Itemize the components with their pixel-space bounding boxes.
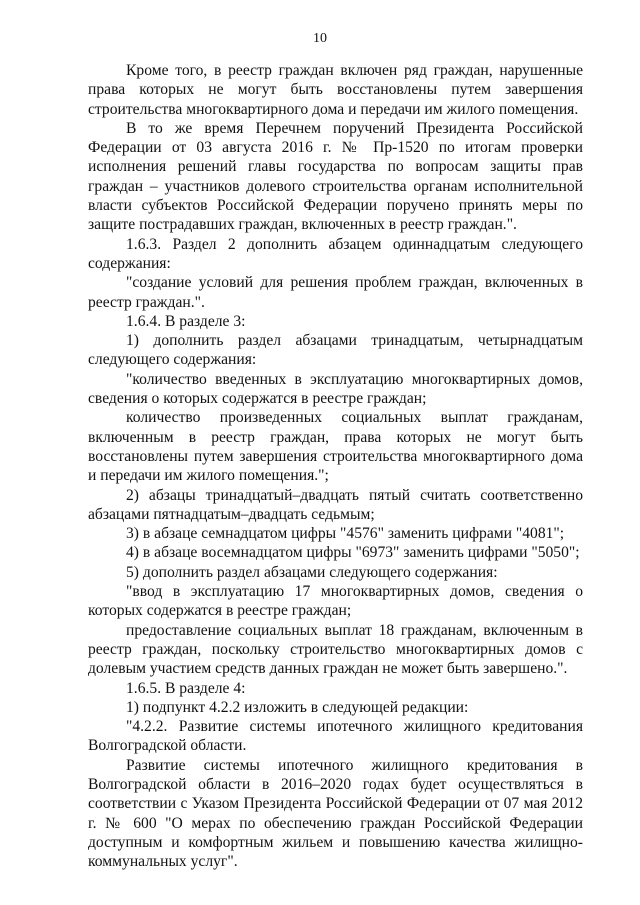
page-number: 10 [313, 31, 327, 46]
paragraph: 1) подпункт 4.2.2 изложить в следующей редакции: [126, 698, 469, 716]
paragraph: "ввод в эксплуатацию 17 многоквартирных домов, сведения о которых содержатся в реестре граждан; [88, 583, 583, 620]
paragraph: количество произведенных социальных выплат гражданам, включенным в реестр граждан, права которых не могут быть восстановлены путем завершения строительства многоквартирного дома и передачи им жилого помещения."; [88, 409, 583, 485]
paragraph: 2) абзацы тринадцатый–двадцать пятый считать соответственно абзацами пятнадцатым–двадцать седьмым; [88, 486, 583, 523]
paragraph: Развитие системы ипотечного жилищного кредитования в Волгоградской области в 2016–2020 годах будет осуществляться в соответствии с Указом Президента Российской Федерации от 07 мая 2012 г. № 600 "О мерах по обеспечению граждан Российской Федерации доступным и комфортным жильем и повышению качества жилищно-коммунальных услуг". [88, 756, 583, 871]
paragraph: В то же время Перечнем поручений Президента Российской Федерации от 03 августа 2016 г. № Пр-1520 по итогам проверки исполнения решений главы государства по вопросам защиты прав граждан – участников долевого строительства органам исполнительной власти субъектов Российской Федерации поручено принять меры по защите пострадавших граждан, включенных в реестр граждан.". [88, 119, 583, 234]
paragraph: 1) дополнить раздел абзацами тринадцатым, четырнадцатым следующего содержания: [88, 332, 583, 369]
paragraph: 5) дополнить раздел абзацами следующего содержания: [126, 563, 498, 581]
paragraph: 1.6.4. В разделе 3: [126, 312, 246, 330]
paragraph: 4) в абзаце восемнадцатом цифры "6973" заменить цифрами "5050"; [126, 544, 580, 562]
paragraph: "4.2.2. Развитие системы ипотечного жилищного кредитования Волгоградской области. [88, 718, 583, 755]
paragraph: 1.6.3. Раздел 2 дополнить абзацем одиннадцатым следующего содержания: [88, 235, 583, 272]
paragraph: 1.6.5. В разделе 4: [126, 679, 246, 697]
paragraph: предоставление социальных выплат 18 гражданам, включенным в реестр граждан, поскольку строительство многоквартирных домов с долевым участием средств данных граждан не может быть завершено.". [88, 621, 583, 678]
document-body [88, 61, 583, 871]
paragraph: Кроме того, в реестр граждан включен ряд граждан, нарушенные права которых не могут быть восстановлены путем завершения строительства многоквартирного дома и передачи им жилого помещения. [88, 62, 583, 118]
paragraph: "количество введенных в эксплуатацию многоквартирных домов, сведения о которых содержатся в реестре граждан; [88, 370, 583, 408]
paragraph: 3) в абзаце семнадцатом цифры "4576" заменить цифрами "4081"; [126, 525, 565, 543]
paragraph: "создание условий для решения проблем граждан, включенных в реестр граждан.". [88, 274, 583, 311]
